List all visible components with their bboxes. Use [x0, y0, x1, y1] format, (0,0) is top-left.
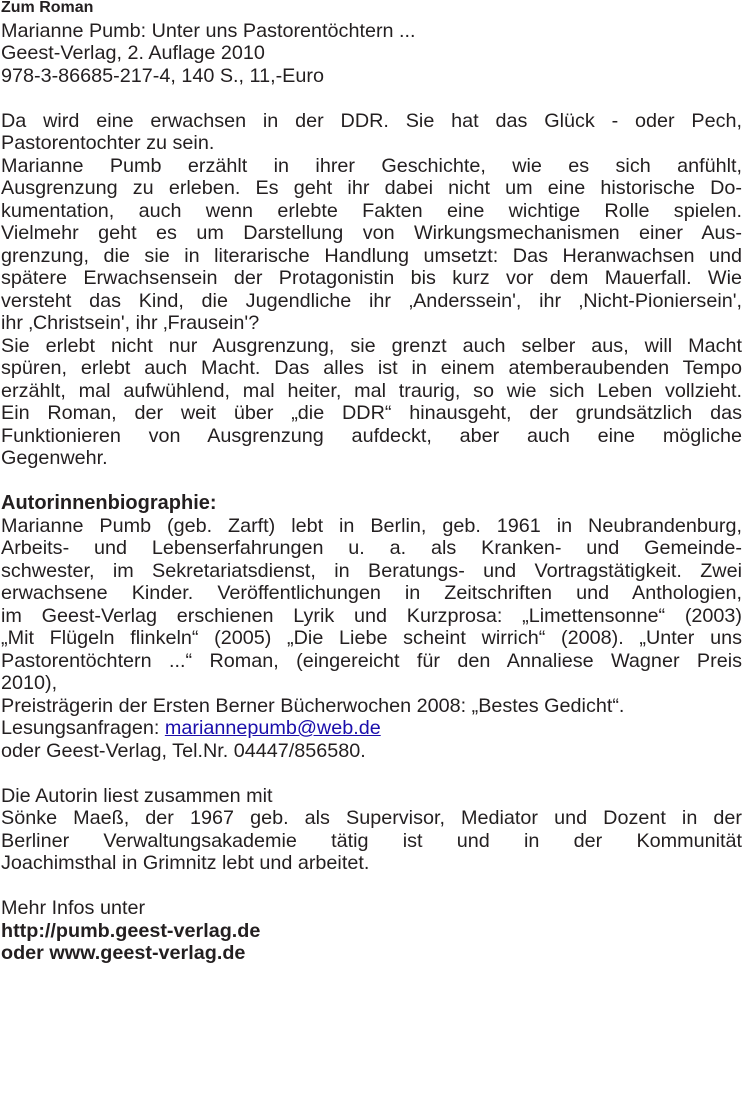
biography-line: Marianne Pumb (geb. Zarft) lebt in Berlin, geb. 1961 in Neubrandenburg,: [1, 514, 742, 537]
book-description: [1, 110, 742, 470]
biography-heading: Autorinnenbiographie:: [1, 492, 217, 514]
book-title-line: Marianne Pumb: Unter uns Pastorentöchtern ...: [1, 19, 416, 42]
biography-line: im Geest-Verlag erschienen Lyrik und Kurzprosa: „Limettensonne“ (2003): [1, 604, 742, 627]
email-link[interactable]: mariannepumb@web.de: [164, 717, 381, 739]
publisher-website: oder www.geest-verlag.de: [1, 942, 246, 964]
more-info: [1, 897, 742, 965]
description-line: Ein Roman, der weit über „die DDR“ hinausgeht, der grundsätzlich das: [1, 402, 742, 424]
spacer: [1, 875, 742, 898]
more-info-label: Mehr Infos unter: [1, 897, 146, 919]
description-line: Ausgrenzung zu erleben. Es geht ihr dabei nicht um eine historische Do-: [1, 177, 742, 199]
description-line: erzählt, mal aufwühlend, mal heiter, mal traurig, so wie sich Leben vollzieht.: [1, 379, 742, 402]
description-line: grenzung, die sie in literarische Handlung umsetzt: Das Heranwachsen und: [1, 244, 742, 267]
inquiries-label: Lesungsanfragen:: [1, 717, 165, 739]
biography-line: Preisträgerin der Ersten Berner Bücherwochen 2008: „Bestes Gedicht“.: [1, 694, 625, 717]
author-biography: [1, 492, 742, 762]
biography-line: Arbeits- und Lebenserfahrungen u. a. als Kranken- und Gemeinde-: [1, 537, 742, 559]
spacer: [1, 87, 742, 110]
description-line: Sie erlebt nicht nur Ausgrenzung, sie grenzt auch selber aus, will Macht: [1, 334, 742, 357]
description-line: spüren, erlebt auch Macht. Das alles ist in einem atemberaubenden Tempo: [1, 357, 742, 379]
biography-line: erwachsene Kinder. Veröffentlichungen in Zeitschriften und Anthologien,: [1, 582, 742, 604]
spacer: [1, 762, 742, 785]
book-info: [1, 0, 742, 87]
publisher-line: Geest-Verlag, 2. Auflage 2010: [1, 42, 265, 64]
description-line: Da wird eine erwachsen in der DDR. Sie hat das Glück - oder Pech,: [1, 109, 742, 132]
description-line: Gegenwehr.: [1, 447, 108, 469]
isbn-price-line: 978-3-86685-217-4, 140 S., 11,-Euro: [1, 64, 324, 87]
description-line: Pastorentochter zu sein.: [1, 132, 215, 154]
reading-line: Sönke Maeß, der 1967 geb. als Supervisor, Mediator und Dozent in der: [1, 807, 742, 829]
reading-info: [1, 785, 742, 875]
biography-line: schwester, im Sekretariatsdienst, in Beratungs- und Vortragstätigkeit. Zwei: [1, 559, 742, 582]
publisher-contact: oder Geest-Verlag, Tel.Nr. 04447/856580.: [1, 739, 366, 762]
description-line: versteht das Kind, die Jugendliche ihr ‚Anderssein', ihr ‚Nicht-Pioniersein',: [1, 289, 742, 312]
description-line: spätere Erwachsensein der Protagonistin bis kurz vor dem Mauerfall. Wie: [1, 267, 742, 289]
description-line: kumentation, auch wenn erlebte Fakten eine wichtige Rolle spielen.: [1, 199, 742, 222]
description-line: ihr ‚Christsein', ihr ‚Frausein'?: [1, 312, 260, 334]
section-heading: Zum Roman: [1, 0, 94, 16]
biography-line: „Mit Flügeln flinkeln“ (2005) „Die Liebe scheint wirrich“ (2008). „Unter uns: [1, 627, 742, 649]
description-line: Funktionieren von Ausgrenzung aufdeckt, aber auch eine mögliche: [1, 424, 742, 447]
website-url: http://pumb.geest-verlag.de: [1, 919, 261, 942]
inquiries-line: [1, 717, 742, 740]
reading-line: Joachimsthal in Grimnitz lebt und arbeitet.: [1, 852, 370, 874]
biography-line: Pastorentöchtern ...“ Roman, (eingereicht für den Annaliese Wagner Preis: [1, 649, 742, 672]
description-line: Vielmehr geht es um Darstellung von Wirkungsmechanismen einer Aus-: [1, 222, 742, 244]
spacer: [1, 470, 742, 493]
document-page: [1, 0, 742, 965]
reading-line: Berliner Verwaltungsakademie tätig ist und in der Kommunität: [1, 829, 742, 852]
biography-text: [1, 515, 742, 718]
biography-line: 2010),: [1, 672, 58, 694]
reading-line: Die Autorin liest zusammen mit: [1, 784, 273, 807]
description-line: Marianne Pumb erzählt in ihrer Geschichte, wie es sich anfühlt,: [1, 154, 742, 177]
